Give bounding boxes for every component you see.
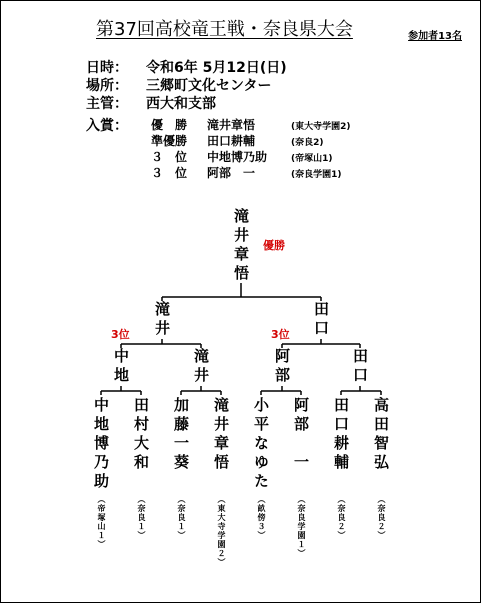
bracket-semifinalist: 滝井 (192, 348, 210, 386)
award-rank: ３ 位 (151, 150, 188, 164)
award-rank: 準優勝 (151, 134, 188, 148)
host-label: 主管： (86, 96, 128, 112)
page-title: 第37回高校竜王戦・奈良県大会 (96, 19, 353, 40)
participant-count: 参加者13名 (408, 31, 462, 42)
host-value: 西大和支部 (146, 96, 216, 112)
player-name: 高田智弘 (372, 397, 390, 473)
third-place-mark: 3位 (271, 328, 290, 341)
place-value: 三郷町文化センター (146, 78, 272, 94)
award-school: (奈良学園1) (291, 170, 342, 180)
award-name: 阿部 一 (207, 166, 256, 180)
bracket-lines (1, 1, 481, 604)
award-school: (奈良2) (291, 138, 324, 148)
bracket-champion: 滝井章悟 (232, 208, 250, 284)
award-school: (東大寺学園2) (291, 122, 351, 132)
player-name: 田口耕輔 (332, 397, 350, 473)
player-school: （奈良２） (337, 495, 346, 540)
player-name: 加藤一葵 (172, 397, 190, 473)
award-name: 中地博乃助 (207, 150, 268, 164)
player-name: 小平なゆた (252, 397, 270, 492)
player-school: （畝傍３） (257, 495, 266, 540)
bracket-semifinalist: 田口 (351, 348, 369, 386)
player-name: 滝井章悟 (212, 397, 230, 473)
player-name: 田村大和 (132, 397, 150, 473)
player-name: 阿部 一 (292, 397, 310, 473)
date-value: 令和6年 5月12日(日) (146, 60, 287, 76)
award-name: 滝井章悟 (207, 118, 256, 132)
award-rank: ３ 位 (151, 166, 188, 180)
award-name: 田口耕輔 (207, 134, 256, 148)
bracket-semifinalist: 阿部 (273, 348, 291, 386)
player-school: （東大寺学園２） (217, 495, 226, 567)
player-name: 中地博乃助 (92, 397, 110, 492)
place-label: 場所： (86, 78, 128, 94)
award-school: (帝塚山1) (291, 154, 333, 164)
player-school: （奈良学園１） (297, 495, 306, 558)
third-place-mark: 3位 (111, 328, 130, 341)
player-school: （奈良１） (137, 495, 146, 540)
award-label: 入賞： (86, 118, 128, 134)
player-school: （奈良１） (177, 495, 186, 540)
player-school: （帝塚山１） (97, 495, 106, 549)
bracket-semifinalist: 中地 (112, 348, 130, 386)
champion-mark: 優勝 (263, 239, 285, 252)
bracket-finalist: 滝井 (153, 301, 171, 339)
bracket-finalist: 田口 (312, 301, 330, 339)
player-school: （奈良２） (377, 495, 386, 540)
date-label: 日時： (86, 60, 128, 76)
award-rank: 優 勝 (151, 118, 188, 132)
